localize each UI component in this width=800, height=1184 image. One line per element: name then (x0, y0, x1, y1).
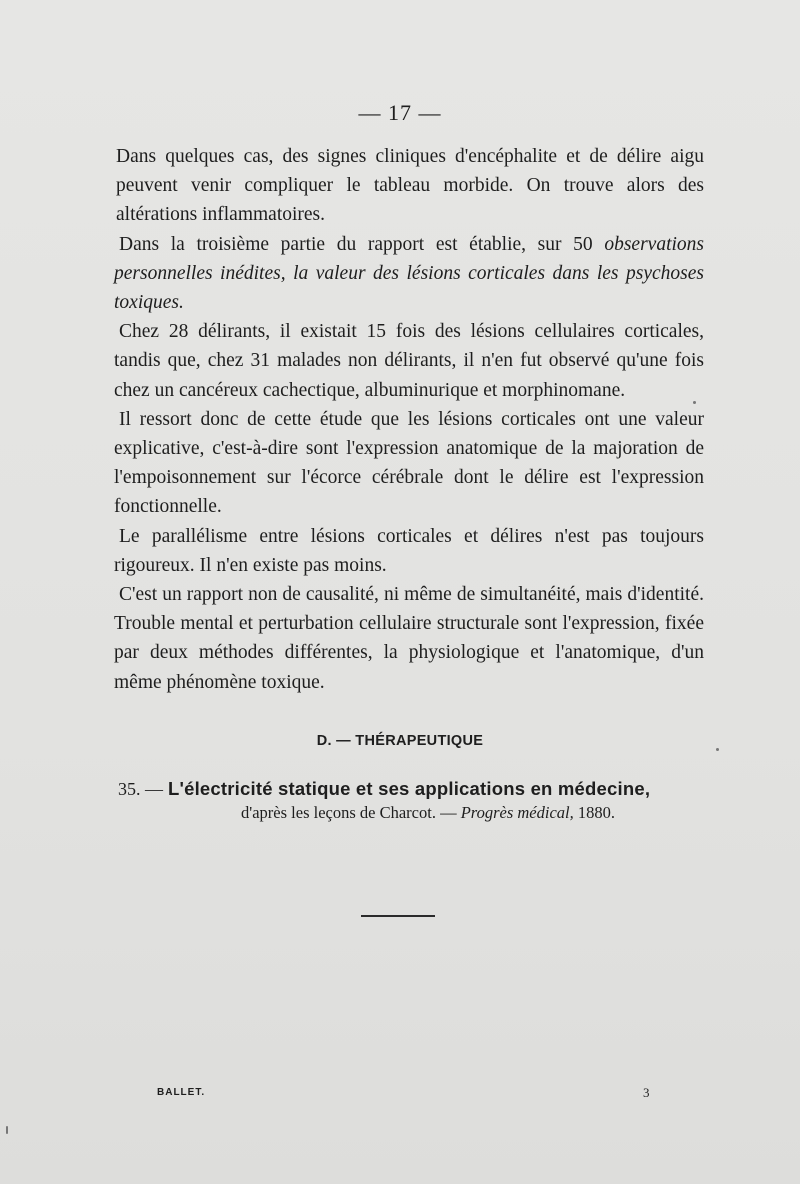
paragraph-3-text: Chez 28 délirants, il existait 15 fois des lésions cellulaires corticales, tandis que, chez 31 malades non délirants, il n'en fut observé qu'une fois chez un cancéreux cachectique, albuminurique et morphinomane. (114, 321, 704, 401)
paragraph-6-text: C'est un rapport non de causalité, ni même de simultanéité, mais d'identité. Trouble mental et perturbation cellulaire structurale sont l'expression, fixée par deux méthodes différentes, la physiologique et l'anatomique, d'un même phénomène toxique. (114, 584, 704, 693)
paragraph-1 (116, 142, 704, 230)
footer-author: BALLET. (157, 1087, 206, 1098)
page-number: — 17 — (358, 100, 442, 125)
paragraph-5-text: Le parallélisme entre lésions corticales et délires n'est pas toujours rigoureux. Il n'en existe pas moins. (114, 525, 704, 576)
footer-signature: 3 (643, 1085, 650, 1100)
paragraph-3 (114, 317, 704, 405)
bibliography-entry (118, 778, 708, 823)
body-text (114, 142, 704, 697)
paragraph-5 (114, 522, 704, 580)
entry-source (118, 803, 708, 823)
paragraph-4 (114, 405, 704, 522)
entry-title: L'électricité statique et ses applications en médecine, (168, 778, 651, 799)
ink-speck (716, 748, 719, 751)
paragraph-2 (114, 230, 704, 318)
entry-title-line (118, 778, 708, 801)
entry-source-year: 1880. (577, 803, 615, 822)
paragraph-2-text: Dans la troisième partie du rapport est établie, sur 50 (119, 233, 605, 255)
paragraph-2-italic-text: observations personnelles inédites, la valeur des lésions corticales dans les psychoses toxiques. (114, 233, 704, 314)
paragraph-4-text: Il ressort donc de cette étude que les lésions corticales ont une valeur explicative, c'est-à-dire sont l'expression anatomique de la majoration de l'empoisonnement sur l'écorce cérébrale dont le délire est l'expression fonctionnelle. (114, 408, 704, 518)
paragraph-1-text: Dans quelques cas, des signes cliniques d'encéphalite et de délire aigu peuvent venir compliquer le tableau morbide. On trouve alors des altérations inflammatoires. (116, 146, 704, 226)
entry-source-prefix: d'après les leçons de Charcot. — (241, 803, 457, 822)
section-heading: D. — THÉRAPEUTIQUE (316, 733, 484, 749)
ink-speck (6, 1126, 8, 1134)
entry-source-journal: Progrès médical, (460, 803, 574, 822)
entry-number: 35. — (118, 779, 163, 799)
ink-speck (693, 401, 696, 404)
paragraph-6 (114, 580, 704, 697)
section-divider (361, 915, 435, 917)
